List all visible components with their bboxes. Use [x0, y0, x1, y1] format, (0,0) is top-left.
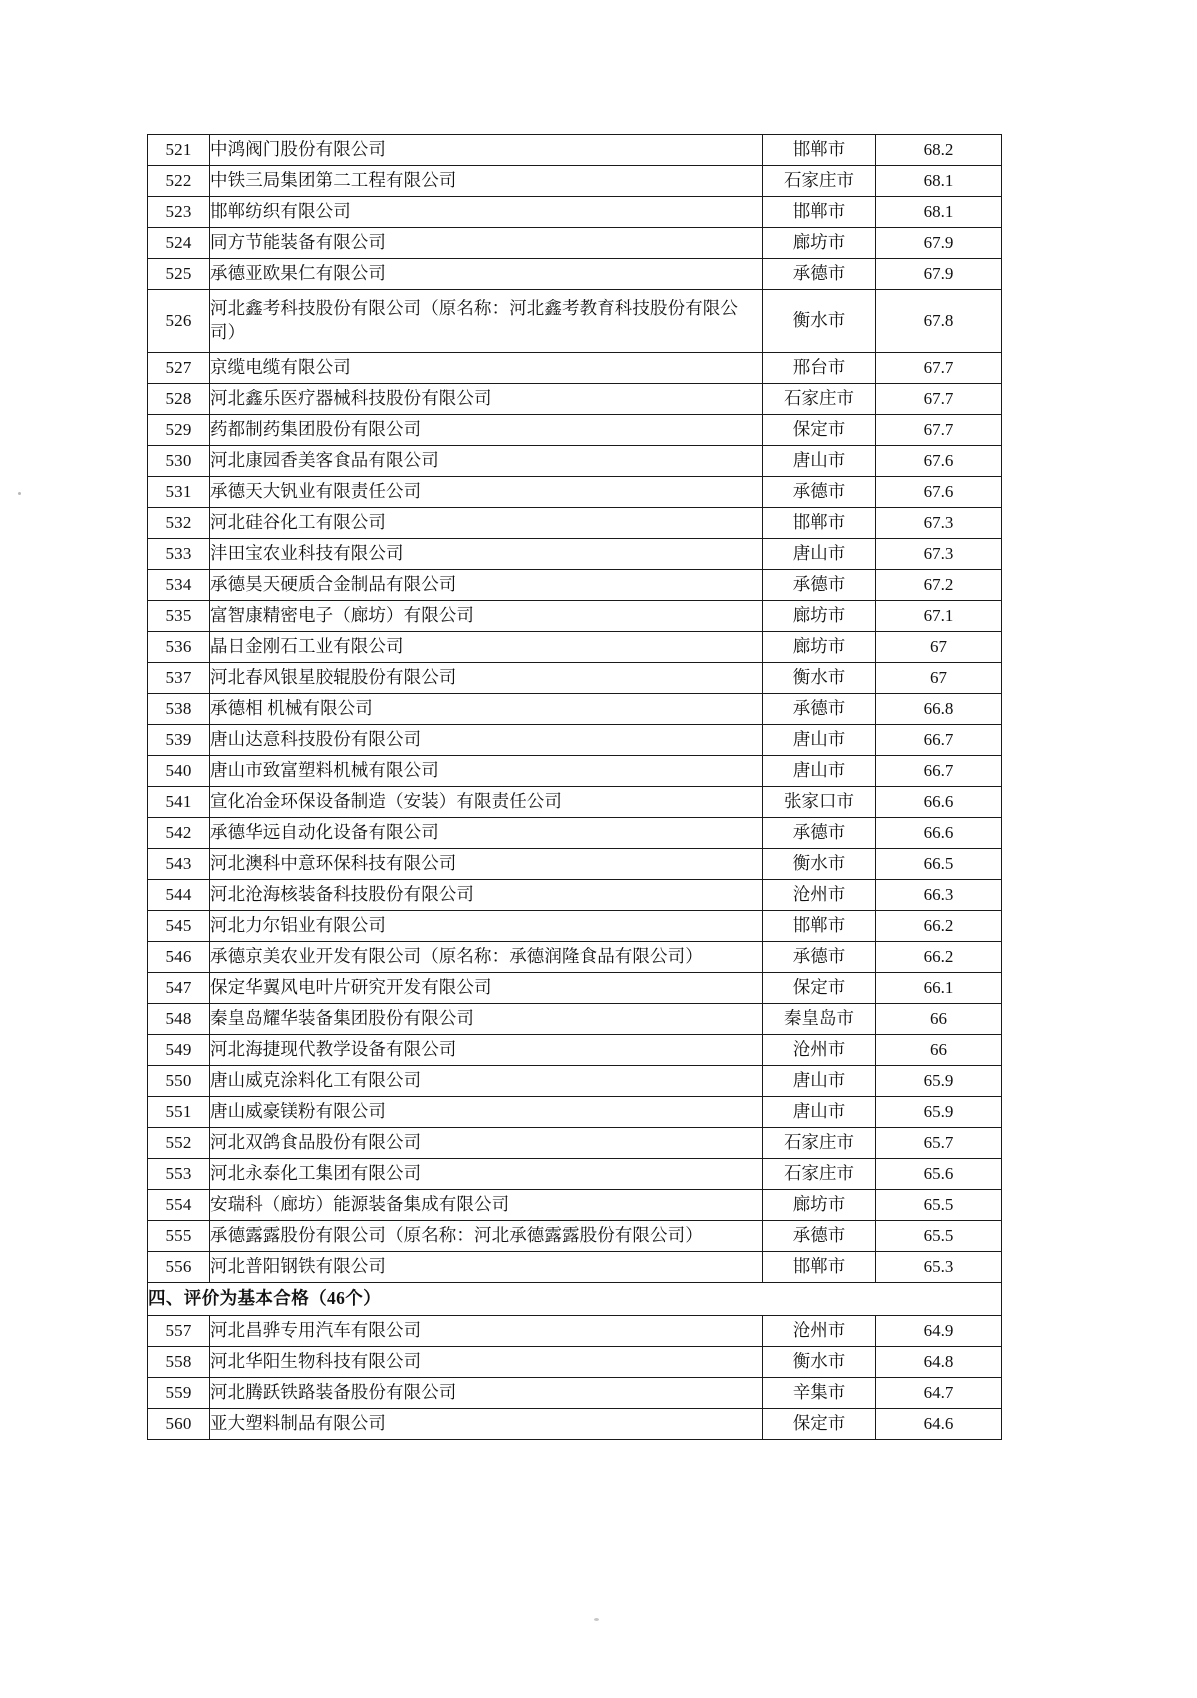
row-index-cell: 535 [148, 601, 210, 632]
row-index-cell: 547 [148, 973, 210, 1004]
row-index-cell: 540 [148, 756, 210, 787]
table-row [148, 1221, 1002, 1252]
city-cell: 邯郸市 [763, 911, 876, 942]
city-cell: 廊坊市 [763, 228, 876, 259]
score-cell: 66.8 [876, 694, 1002, 725]
score-cell: 65.9 [876, 1097, 1002, 1128]
company-name-cell: 承德露露股份有限公司（原名称：河北承德露露股份有限公司） [210, 1221, 763, 1252]
company-name-cell: 秦皇岛耀华装备集团股份有限公司 [210, 1004, 763, 1035]
row-index-cell: 548 [148, 1004, 210, 1035]
score-cell: 68.2 [876, 135, 1002, 166]
score-cell: 67.8 [876, 290, 1002, 353]
table-row [148, 228, 1002, 259]
score-cell: 66.1 [876, 973, 1002, 1004]
table-row [148, 446, 1002, 477]
score-cell: 66 [876, 1004, 1002, 1035]
score-cell: 65.5 [876, 1190, 1002, 1221]
city-cell: 承德市 [763, 818, 876, 849]
city-cell: 承德市 [763, 942, 876, 973]
row-index-cell: 524 [148, 228, 210, 259]
table-row [148, 539, 1002, 570]
score-cell: 66.7 [876, 725, 1002, 756]
company-name-cell: 河北华阳生物科技有限公司 [210, 1347, 763, 1378]
table-row [148, 570, 1002, 601]
company-name-cell: 唐山市致富塑料机械有限公司 [210, 756, 763, 787]
table-row [148, 632, 1002, 663]
row-index-cell: 556 [148, 1252, 210, 1283]
row-index-cell: 537 [148, 663, 210, 694]
city-cell: 邯郸市 [763, 1252, 876, 1283]
score-cell: 64.9 [876, 1316, 1002, 1347]
table-row [148, 508, 1002, 539]
city-cell: 保定市 [763, 973, 876, 1004]
score-cell: 64.8 [876, 1347, 1002, 1378]
row-index-cell: 538 [148, 694, 210, 725]
table-row [148, 694, 1002, 725]
row-index-cell: 544 [148, 880, 210, 911]
scan-artifact [18, 492, 21, 495]
company-name-cell: 河北鑫考科技股份有限公司（原名称：河北鑫考教育科技股份有限公司） [210, 290, 763, 353]
table-row [148, 1159, 1002, 1190]
company-name-cell: 河北硅谷化工有限公司 [210, 508, 763, 539]
row-index-cell: 552 [148, 1128, 210, 1159]
city-cell: 辛集市 [763, 1378, 876, 1409]
company-name-cell: 承德天大钒业有限责任公司 [210, 477, 763, 508]
company-name-cell: 中铁三局集团第二工程有限公司 [210, 166, 763, 197]
city-cell: 唐山市 [763, 725, 876, 756]
score-cell: 66.6 [876, 818, 1002, 849]
city-cell: 承德市 [763, 259, 876, 290]
city-cell: 衡水市 [763, 849, 876, 880]
score-cell: 67 [876, 663, 1002, 694]
score-cell: 68.1 [876, 197, 1002, 228]
score-cell: 67.6 [876, 446, 1002, 477]
city-cell: 廊坊市 [763, 632, 876, 663]
row-index-cell: 549 [148, 1035, 210, 1066]
city-cell: 秦皇岛市 [763, 1004, 876, 1035]
city-cell: 邯郸市 [763, 197, 876, 228]
row-index-cell: 539 [148, 725, 210, 756]
table-row [148, 725, 1002, 756]
company-name-cell: 京缆电缆有限公司 [210, 353, 763, 384]
section-header-label: 四、评价为基本合格（46个） [148, 1283, 1002, 1316]
score-cell: 67.9 [876, 228, 1002, 259]
row-index-cell: 553 [148, 1159, 210, 1190]
score-cell: 66.6 [876, 787, 1002, 818]
row-index-cell: 528 [148, 384, 210, 415]
company-name-cell: 药都制药集团股份有限公司 [210, 415, 763, 446]
section-header-row [148, 1283, 1002, 1316]
company-name-cell: 河北海捷现代教学设备有限公司 [210, 1035, 763, 1066]
company-name-cell: 承德京美农业开发有限公司（原名称：承德润隆食品有限公司） [210, 942, 763, 973]
row-index-cell: 555 [148, 1221, 210, 1252]
score-cell: 65.6 [876, 1159, 1002, 1190]
company-name-cell: 中鸿阀门股份有限公司 [210, 135, 763, 166]
row-index-cell: 521 [148, 135, 210, 166]
scan-artifact [594, 1618, 599, 1621]
row-index-cell: 530 [148, 446, 210, 477]
row-index-cell: 550 [148, 1066, 210, 1097]
city-cell: 石家庄市 [763, 1159, 876, 1190]
table-row [148, 135, 1002, 166]
row-index-cell: 522 [148, 166, 210, 197]
score-cell: 68.1 [876, 166, 1002, 197]
row-index-cell: 546 [148, 942, 210, 973]
table-row [148, 415, 1002, 446]
row-index-cell: 523 [148, 197, 210, 228]
city-cell: 承德市 [763, 694, 876, 725]
table-row [148, 663, 1002, 694]
score-cell: 64.7 [876, 1378, 1002, 1409]
score-cell: 67.7 [876, 415, 1002, 446]
row-index-cell: 545 [148, 911, 210, 942]
table-row [148, 601, 1002, 632]
table-row [148, 1097, 1002, 1128]
row-index-cell: 558 [148, 1347, 210, 1378]
city-cell: 廊坊市 [763, 601, 876, 632]
company-name-cell: 沣田宝农业科技有限公司 [210, 539, 763, 570]
table-row [148, 880, 1002, 911]
table-row [148, 911, 1002, 942]
company-name-cell: 富智康精密电子（廊坊）有限公司 [210, 601, 763, 632]
company-name-cell: 晶日金刚石工业有限公司 [210, 632, 763, 663]
city-cell: 唐山市 [763, 539, 876, 570]
score-cell: 67.1 [876, 601, 1002, 632]
city-cell: 石家庄市 [763, 1128, 876, 1159]
city-cell: 沧州市 [763, 1316, 876, 1347]
city-cell: 廊坊市 [763, 1190, 876, 1221]
score-cell: 64.6 [876, 1409, 1002, 1440]
row-index-cell: 551 [148, 1097, 210, 1128]
company-name-cell: 唐山威克涂料化工有限公司 [210, 1066, 763, 1097]
score-cell: 66.5 [876, 849, 1002, 880]
company-name-cell: 河北鑫乐医疗器械科技股份有限公司 [210, 384, 763, 415]
company-name-cell: 承德昊天硬质合金制品有限公司 [210, 570, 763, 601]
company-name-cell: 河北双鸽食品股份有限公司 [210, 1128, 763, 1159]
company-name-cell: 亚大塑料制品有限公司 [210, 1409, 763, 1440]
score-cell: 66.7 [876, 756, 1002, 787]
table-row [148, 1190, 1002, 1221]
table-row [148, 197, 1002, 228]
score-cell: 65.5 [876, 1221, 1002, 1252]
city-cell: 石家庄市 [763, 166, 876, 197]
row-index-cell: 554 [148, 1190, 210, 1221]
table-row [148, 290, 1002, 353]
city-cell: 保定市 [763, 1409, 876, 1440]
company-name-cell: 邯郸纺织有限公司 [210, 197, 763, 228]
table-row [148, 973, 1002, 1004]
table-row [148, 384, 1002, 415]
table-row [148, 818, 1002, 849]
city-cell: 衡水市 [763, 1347, 876, 1378]
company-name-cell: 承德相 机械有限公司 [210, 694, 763, 725]
score-cell: 66.3 [876, 880, 1002, 911]
company-name-cell: 承德华远自动化设备有限公司 [210, 818, 763, 849]
row-index-cell: 526 [148, 290, 210, 353]
company-name-cell: 河北永泰化工集团有限公司 [210, 1159, 763, 1190]
row-index-cell: 533 [148, 539, 210, 570]
city-cell: 保定市 [763, 415, 876, 446]
row-index-cell: 525 [148, 259, 210, 290]
city-cell: 邯郸市 [763, 135, 876, 166]
company-name-cell: 唐山达意科技股份有限公司 [210, 725, 763, 756]
score-cell: 67.3 [876, 508, 1002, 539]
row-index-cell: 559 [148, 1378, 210, 1409]
row-index-cell: 527 [148, 353, 210, 384]
table-row [148, 1409, 1002, 1440]
city-cell: 唐山市 [763, 756, 876, 787]
table-row [148, 1004, 1002, 1035]
score-cell: 67.7 [876, 353, 1002, 384]
company-name-cell: 河北腾跃铁路装备股份有限公司 [210, 1378, 763, 1409]
score-cell: 66 [876, 1035, 1002, 1066]
company-name-cell: 保定华翼风电叶片研究开发有限公司 [210, 973, 763, 1004]
company-name-cell: 河北沧海核装备科技股份有限公司 [210, 880, 763, 911]
table-row [148, 166, 1002, 197]
row-index-cell: 542 [148, 818, 210, 849]
city-cell: 承德市 [763, 1221, 876, 1252]
company-name-cell: 河北力尔铝业有限公司 [210, 911, 763, 942]
score-cell: 67.2 [876, 570, 1002, 601]
company-name-cell: 唐山威豪镁粉有限公司 [210, 1097, 763, 1128]
table-row [148, 353, 1002, 384]
city-cell: 张家口市 [763, 787, 876, 818]
city-cell: 衡水市 [763, 663, 876, 694]
city-cell: 邢台市 [763, 353, 876, 384]
company-name-cell: 同方节能装备有限公司 [210, 228, 763, 259]
city-cell: 沧州市 [763, 880, 876, 911]
score-cell: 67.9 [876, 259, 1002, 290]
table-row [148, 1378, 1002, 1409]
row-index-cell: 529 [148, 415, 210, 446]
row-index-cell: 532 [148, 508, 210, 539]
row-index-cell: 531 [148, 477, 210, 508]
company-name-cell: 承德亚欧果仁有限公司 [210, 259, 763, 290]
table-row [148, 787, 1002, 818]
row-index-cell: 536 [148, 632, 210, 663]
score-cell: 66.2 [876, 942, 1002, 973]
score-cell: 67 [876, 632, 1002, 663]
score-cell: 65.9 [876, 1066, 1002, 1097]
table-body [148, 135, 1002, 1440]
city-cell: 唐山市 [763, 1066, 876, 1097]
table-row [148, 756, 1002, 787]
table-row [148, 1066, 1002, 1097]
table-row [148, 1252, 1002, 1283]
company-name-cell: 宣化冶金环保设备制造（安装）有限责任公司 [210, 787, 763, 818]
city-cell: 唐山市 [763, 446, 876, 477]
score-cell: 66.2 [876, 911, 1002, 942]
table-row [148, 1347, 1002, 1378]
table-row [148, 259, 1002, 290]
city-cell: 衡水市 [763, 290, 876, 353]
city-cell: 石家庄市 [763, 384, 876, 415]
table-row [148, 1035, 1002, 1066]
row-index-cell: 560 [148, 1409, 210, 1440]
company-name-cell: 安瑞科（廊坊）能源装备集成有限公司 [210, 1190, 763, 1221]
company-name-cell: 河北普阳钢铁有限公司 [210, 1252, 763, 1283]
row-index-cell: 543 [148, 849, 210, 880]
table-row [148, 942, 1002, 973]
score-cell: 67.3 [876, 539, 1002, 570]
table-row [148, 477, 1002, 508]
city-cell: 承德市 [763, 477, 876, 508]
company-name-cell: 河北春风银星胶辊股份有限公司 [210, 663, 763, 694]
city-cell: 承德市 [763, 570, 876, 601]
score-cell: 65.3 [876, 1252, 1002, 1283]
company-name-cell: 河北昌骅专用汽车有限公司 [210, 1316, 763, 1347]
evaluation-results-table [147, 134, 1002, 1440]
table-row [148, 1128, 1002, 1159]
row-index-cell: 541 [148, 787, 210, 818]
table-row [148, 849, 1002, 880]
row-index-cell: 534 [148, 570, 210, 601]
score-cell: 67.6 [876, 477, 1002, 508]
score-cell: 67.7 [876, 384, 1002, 415]
company-name-cell: 河北澳科中意环保科技有限公司 [210, 849, 763, 880]
table-row [148, 1316, 1002, 1347]
city-cell: 邯郸市 [763, 508, 876, 539]
city-cell: 唐山市 [763, 1097, 876, 1128]
row-index-cell: 557 [148, 1316, 210, 1347]
score-cell: 65.7 [876, 1128, 1002, 1159]
city-cell: 沧州市 [763, 1035, 876, 1066]
company-name-cell: 河北康园香美客食品有限公司 [210, 446, 763, 477]
